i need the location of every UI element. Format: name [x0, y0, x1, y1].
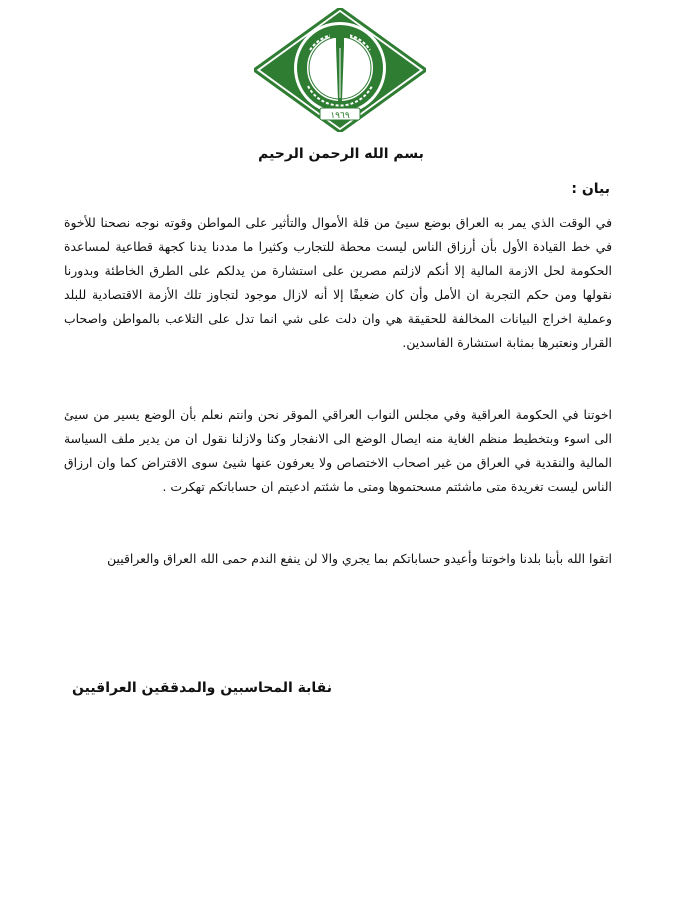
union-logo [254, 8, 426, 132]
logo-year-text: ١٩٦٩ [330, 111, 350, 121]
statement-heading: بيان : [571, 181, 610, 197]
basmala: بسم الله الرحمن الرحيم [258, 146, 424, 162]
signature-union-name: نقابة المحاسبين والمدققين العراقيين [72, 680, 332, 696]
statement-paragraph-1: في الوقت الذي يمر به العراق بوضع سيئ من قلة الأموال والتأثير على المواطن وقوته نوجه نصحنا للأخوة في خط القيادة الأول بأن أرزاق الناس ليست محطة للتجارب وكثيرا ما مددنا يدنا كجهة قطاعية لمساعدة الحكومة لحل الازمة المالية إلا أنكم لازلتم مصرين على استشارة من يدلكم على الطرق الخاطئة وبدورنا نقولها ومن حكم التجربة ان الأمل وأن كان ضعيفًا إلا أنه لازال موجود لتجاوز تلك الأزمة الاقتصادية للبلد وعملية اخراج البيانات المخالفة للحقيقة هي وان دلت على شي انما تدل على التلاعب بالمواطن واصحاب القرار ونعتبرها بمثابة استشارة الفاسدين. [64, 215, 612, 350]
statement-paragraph-3: اتقوا الله بأبنا بلدنا واخوتنا وأعيدو حساباتكم بما يجري والا لن ينفع الندم حمى الله العراق والعراقيين [107, 551, 612, 566]
statement-paragraph-2: اخوتنا في الحكومة العراقية وفي مجلس النواب العراقي الموقر نحن وانتم نعلم بأن الوضع يسير من سيئ الى اسوء وبتخطيط منظم الغاية منه ايصال الوضع الى الانفجار وكنا ولازلنا نقول ان من يدير ملف السياسة المالية والنقدية في العراق من غير اصحاب الاختصاص ولا يعرفون عنها شيئ سوى الاقتراض كما وان ارزاق الناس ليست تغريدة متى ماشئتم مسحتموها ومتى ما شئتم ادعيتم ان حساباتكم تهكرت . [64, 407, 612, 494]
